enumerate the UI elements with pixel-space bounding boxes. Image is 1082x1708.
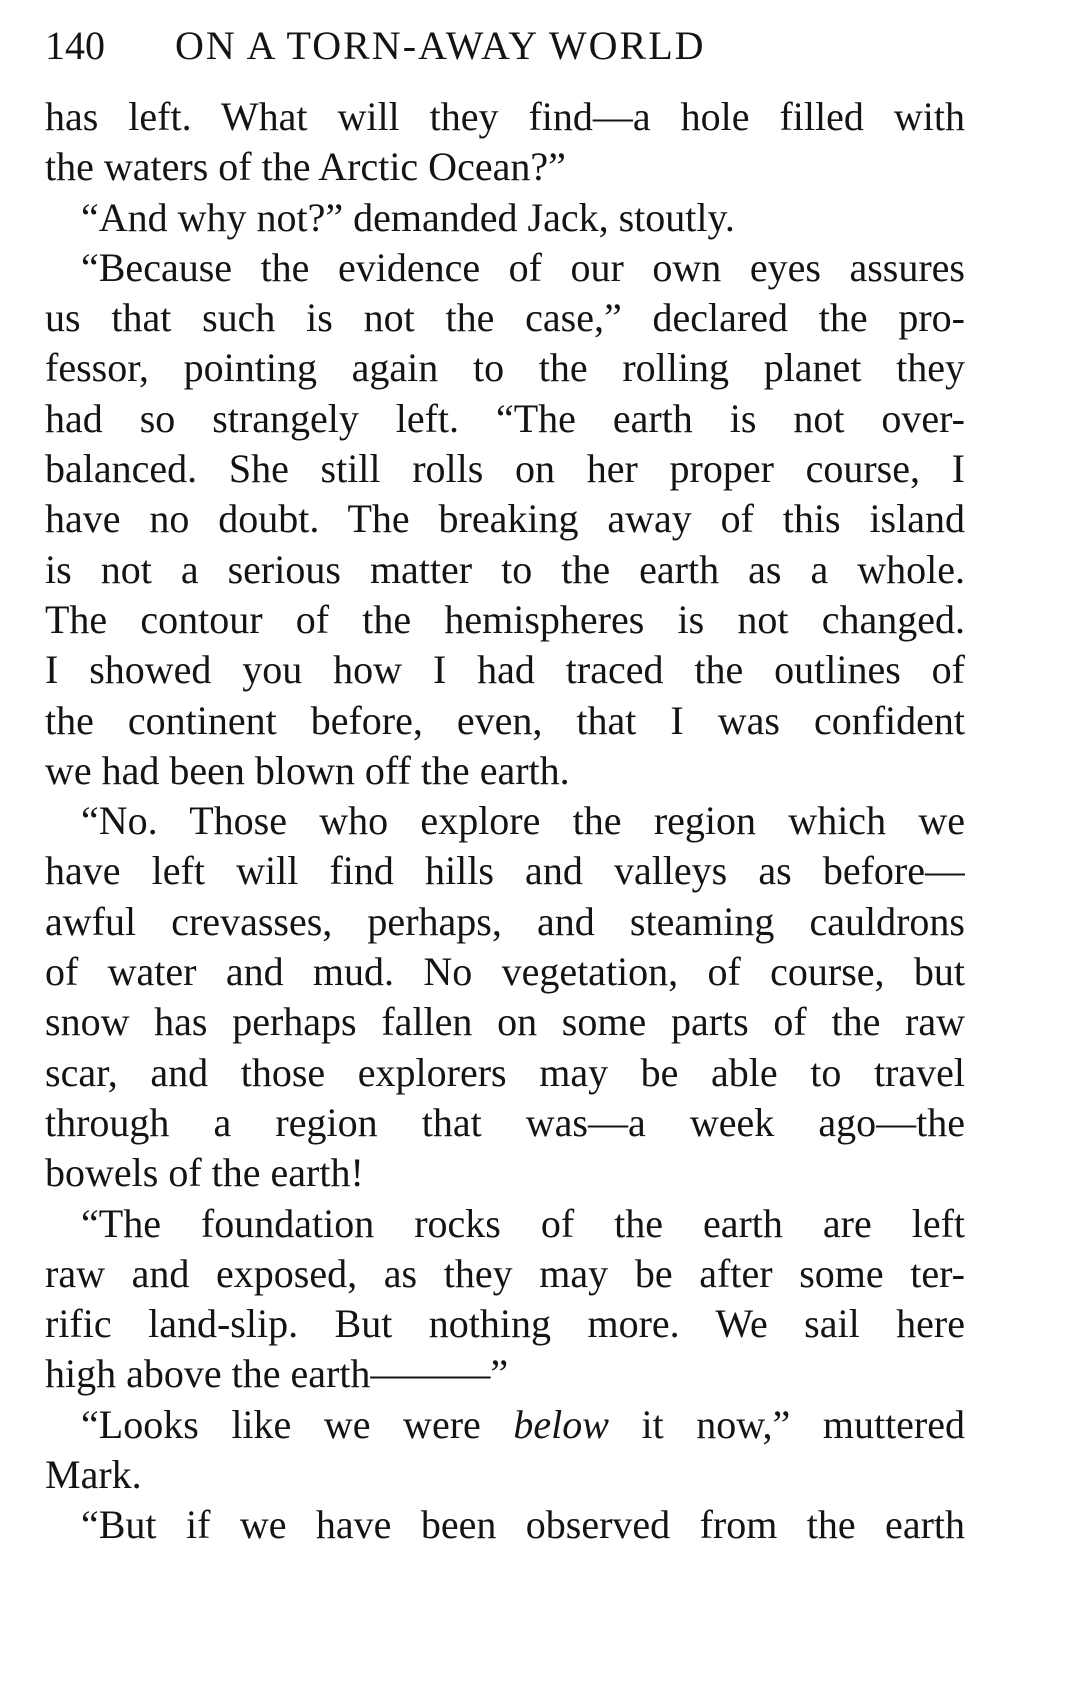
italic-word: below xyxy=(513,1401,609,1447)
text-line: “No. Those who explore the region which we xyxy=(81,798,965,844)
text-line: fessor, pointing again to the rolling planet they xyxy=(45,345,965,391)
text-line: snow has perhaps fallen on some parts of the raw xyxy=(45,999,965,1045)
text-line: us that such is not the case,” declared the pro- xyxy=(45,295,965,341)
text-line: have left will find hills and valleys as before— xyxy=(45,848,965,894)
body-text xyxy=(45,92,965,1551)
text-line: through a region that was—a week ago—the xyxy=(45,1099,965,1145)
text-line: have no doubt. The breaking away of this island xyxy=(45,496,965,542)
text-line: the continent before, even, that I was confident xyxy=(45,697,965,743)
text-line: of water and mud. No vegetation, of course, but xyxy=(45,949,965,995)
text-line: The contour of the hemispheres is not changed. xyxy=(45,596,965,642)
text-line: I showed you how I had traced the outlines of xyxy=(45,647,965,693)
text-line: “But if we have been observed from the earth xyxy=(81,1502,965,1548)
text-line-with-italic xyxy=(45,1400,965,1450)
running-head: ON A TORN-AWAY WORLD xyxy=(175,23,706,68)
text-line: “And why not?” demanded Jack, stoutly. xyxy=(81,194,735,240)
text-line: scar, and those explorers may be able to travel xyxy=(45,1049,965,1095)
text-line: rific land-slip. But nothing more. We sail here xyxy=(45,1301,965,1347)
page-header xyxy=(45,16,825,76)
text-line: has left. What will they find—a hole filled with xyxy=(45,94,965,139)
text-segment: it now,” muttered xyxy=(608,1401,965,1447)
text-line: balanced. She still rolls on her proper course, I xyxy=(45,446,965,492)
text-line: is not a serious matter to the earth as a whole. xyxy=(45,546,965,592)
text-line: “Because the evidence of our own eyes assures xyxy=(81,244,965,290)
text-line: we had been blown off the earth. xyxy=(45,747,570,793)
text-line: “The foundation rocks of the earth are left xyxy=(81,1200,965,1246)
text-line: bowels of the earth! xyxy=(45,1150,364,1196)
page-number: 140 xyxy=(45,23,105,68)
text-line: Mark. xyxy=(45,1452,142,1498)
text-line: high above the earth———” xyxy=(45,1351,509,1397)
text-line: awful crevasses, perhaps, and steaming cauldrons xyxy=(45,898,965,944)
text-line: the waters of the Arctic Ocean?” xyxy=(45,144,566,190)
text-segment: “Looks like we were xyxy=(81,1401,514,1447)
text-line: raw and exposed, as they may be after some ter- xyxy=(45,1250,965,1296)
text-line: had so strangely left. “The earth is not over- xyxy=(45,395,965,441)
